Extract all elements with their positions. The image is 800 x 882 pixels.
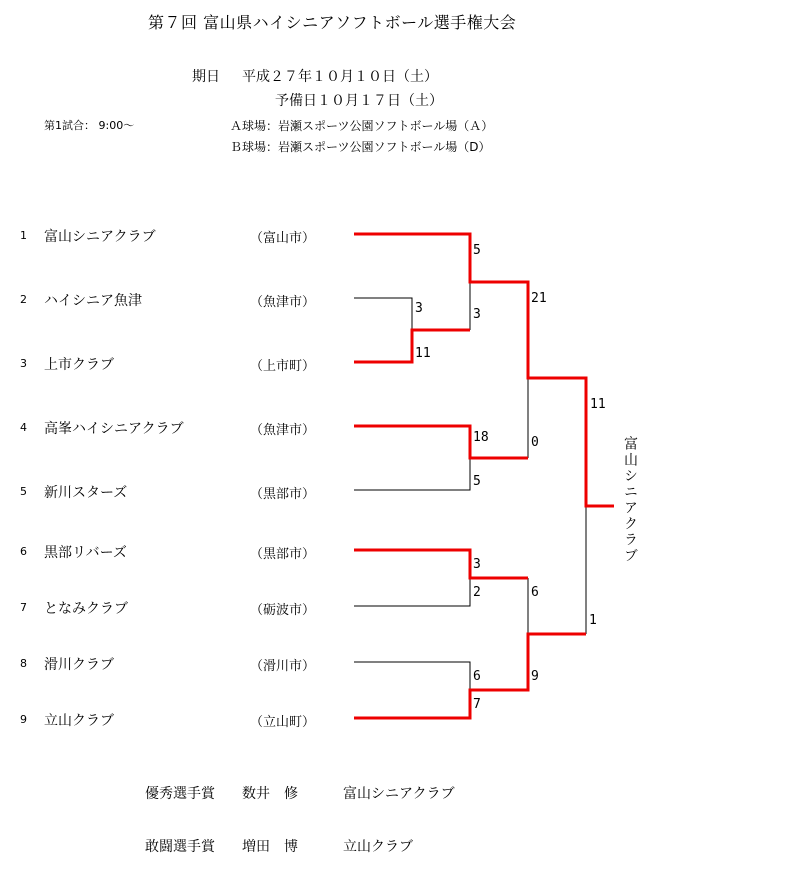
team-city: （富山市） [250, 231, 316, 246]
team-name: 上市クラブ [44, 357, 114, 373]
date-value: 平成２７年１０月１０日（土） [242, 69, 438, 85]
score-label: 3 [473, 557, 481, 572]
team-seed: 5 [20, 485, 27, 498]
team-city: （魚津市） [250, 295, 316, 310]
team-name: 立山クラブ [44, 713, 114, 729]
score-label: 3 [473, 307, 481, 322]
bracket-line [354, 550, 528, 578]
score-label: 21 [531, 291, 547, 306]
score-label: 11 [415, 346, 431, 361]
team-seed: 6 [20, 545, 27, 558]
team-name: となみクラブ [44, 601, 128, 617]
score-label: 6 [473, 669, 481, 684]
score-label: 7 [473, 697, 481, 712]
score-label: 5 [473, 474, 481, 489]
team-seed: 3 [20, 357, 27, 370]
team-city: （立山町） [250, 715, 316, 730]
field-a: Ａ球場：岩瀬スポーツ公園ソフトボール場（Ａ） [230, 119, 494, 133]
team-name: 富山シニアクラブ [44, 229, 156, 245]
team-name: 滑川クラブ [44, 657, 114, 673]
team-city: （滑川市） [250, 659, 316, 674]
team-seed: 1 [20, 229, 27, 242]
award-title: 敢闘選手賞 [145, 839, 215, 855]
score-label: 11 [590, 397, 606, 412]
bracket-line [354, 662, 470, 690]
award-player: 数井 修 [242, 786, 298, 802]
bracket-line [354, 234, 614, 506]
score-label: 3 [415, 301, 423, 316]
team-seed: 2 [20, 293, 27, 306]
bracket-line [354, 458, 470, 490]
team-seed: 9 [20, 713, 27, 726]
score-label: 0 [531, 435, 539, 450]
award-title: 優秀選手賞 [145, 786, 215, 802]
score-label: 2 [473, 585, 481, 600]
award-team: 富山シニアクラブ [343, 786, 455, 802]
score-label: 6 [531, 585, 539, 600]
bracket-loser-lines [354, 282, 586, 690]
bracket-line [354, 578, 470, 606]
team-city: （黒部市） [250, 487, 316, 502]
page-title: 第７回 富山県ハイシニアソフトボール選手権大会 [148, 13, 517, 32]
team-city: （黒部市） [250, 547, 316, 562]
date-label: 期日 [192, 69, 220, 85]
field-b: Ｂ球場：岩瀬スポーツ公園ソフトボール場（D） [230, 140, 491, 154]
champion-name: 富山シニアクラブ [622, 436, 638, 564]
team-name: ハイシニア魚津 [44, 293, 142, 309]
award-team: 立山クラブ [343, 839, 413, 855]
team-name: 黒部リバーズ [44, 545, 127, 561]
score-label: 1 [589, 613, 597, 628]
team-city: （上市町） [250, 359, 316, 374]
team-city: （砺波市） [250, 603, 316, 618]
reserve-day: 予備日１０月１７日（土） [275, 93, 443, 109]
team-city: （魚津市） [250, 423, 316, 438]
bracket-winner-lines [354, 234, 614, 718]
score-label: 5 [473, 243, 481, 258]
score-label: 9 [531, 669, 539, 684]
team-seed: 7 [20, 601, 27, 614]
first-match-time: 第1試合： 9:00～ [44, 119, 135, 132]
bracket-line [354, 330, 470, 362]
bracket-line [354, 426, 528, 458]
bracket-line [354, 298, 412, 330]
award-player: 増田 博 [242, 839, 298, 855]
team-seed: 4 [20, 421, 27, 434]
team-name: 新川スターズ [44, 485, 128, 501]
team-name: 高峯ハイシニアクラブ [44, 421, 184, 437]
score-label: 18 [473, 430, 489, 445]
team-seed: 8 [20, 657, 27, 670]
